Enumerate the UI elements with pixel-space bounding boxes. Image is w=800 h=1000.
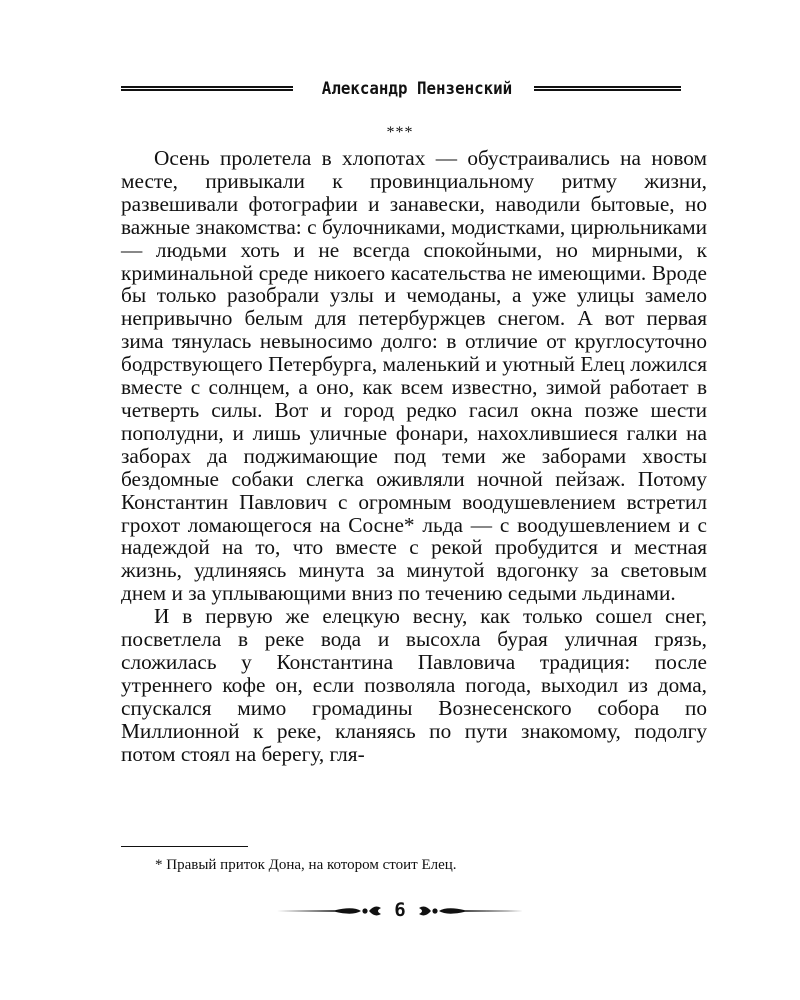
header-rule-left — [121, 86, 293, 91]
header-rule-right — [534, 86, 681, 91]
paragraph-1: Осень пролетела в хлопотах — обустраивались на новом месте, привыкали к провинциальному ритму жизни, развешивали фотографии и занавески, наводили бытовые, но важные знакомства: с булочниками, модистками, цирюльниками — людьми хоть и не всегда спокойными, но мирными, к криминальной среде никоего касательства не имеющими. Вроде бы только разобрали узлы и чемоданы, а уже улицы замело непривычно белым для петербуржцев снегом. А вот первая зима тянулась невыносимо долго: в отличие от круглосуточно бодрствующего Петербурга, маленький и уютный Елец ложился вместе с солнцем, а оно, как всем известно, зимой работает в четверть силы. Вот и город редко гасил окна позже шести пополудни, и лишь уличные фонари, нахохлившиеся галки на заборах да поджимающие под теми же заборами хвосты бездомные собаки слегка оживляли ночной пейзаж. Потому Константин Павлович с огромным воодушевлением встретил грохот ломающегося на Сосне* льда — с воодушевлением и с надеждой на то, что вместе с рекой пробудится и местная жизнь, удлиняясь минута за минутой вдогонку за световым днем и за уплывающими вниз по течению седыми льдинами. — [121, 146, 707, 606]
page-number: 6 — [394, 899, 406, 921]
running-header — [121, 76, 681, 102]
paragraph-2: И в первую же елецкую весну, как только сошел снег, посветлела в реке вода и высохла бурая уличная грязь, сложилась у Константина Павловича традиция: после утреннего кофе он, если позволяла погода, выходил из дома, спускался мимо громадины Вознесенского собора по Миллионной к реке, кланяясь по пути знакомому, подолгу потом стоял на берегу, гля- — [121, 604, 707, 766]
footer-ornament-right-icon — [417, 896, 525, 926]
footnote-divider — [121, 846, 248, 847]
running-title: Александр Пензенский — [321, 79, 513, 99]
section-break: *** — [386, 124, 414, 141]
body-text — [121, 147, 707, 765]
page-footer — [275, 896, 525, 926]
footer-ornament-left-icon — [275, 896, 383, 926]
footnote: * Правый приток Дона, на котором стоит Елец. — [155, 857, 457, 873]
